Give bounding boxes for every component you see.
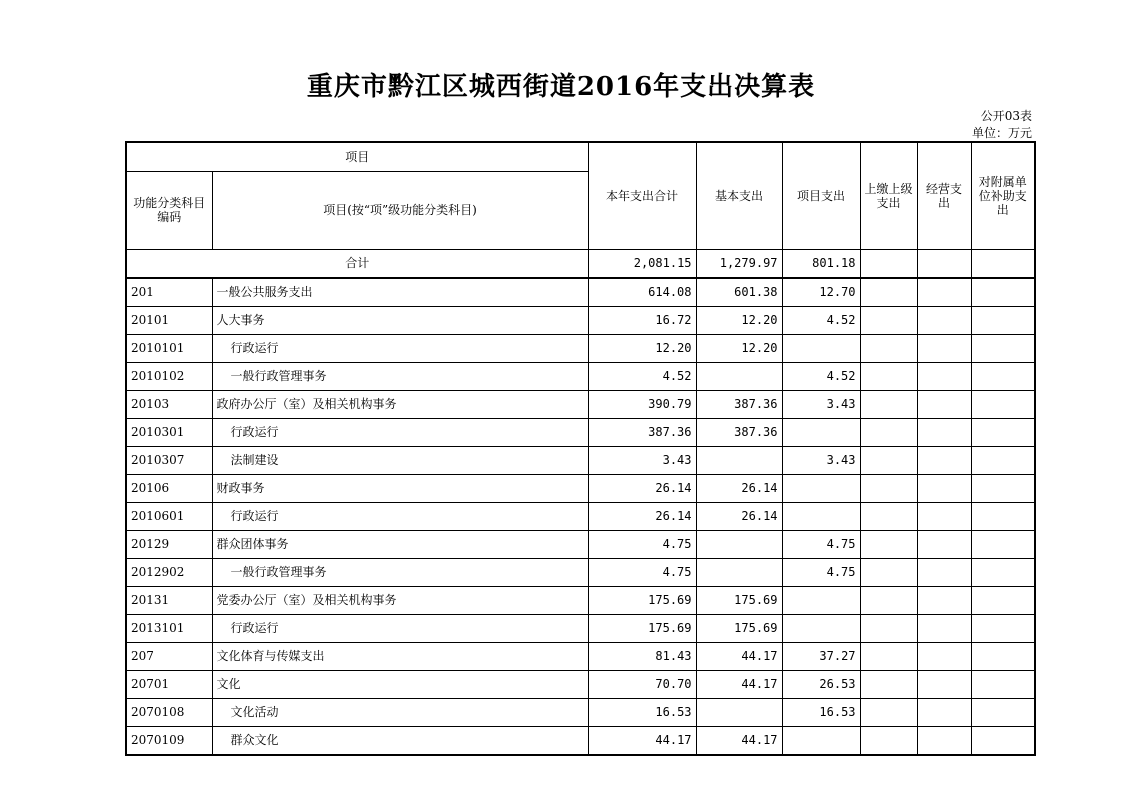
cell-upper (860, 446, 917, 474)
table-row (126, 530, 1035, 558)
cell-business (917, 446, 971, 474)
cell-total: 16.53 (588, 698, 696, 726)
header-item-name: 项目(按“项”级功能分类科目) (212, 171, 588, 249)
cell-code: 2010601 (126, 502, 212, 530)
cell-basic: 12.20 (696, 334, 782, 362)
cell-project: 12.70 (782, 278, 860, 307)
cell-subsidy (971, 698, 1035, 726)
cell-project (782, 586, 860, 614)
cell-total: 26.14 (588, 474, 696, 502)
cell-basic: 44.17 (696, 670, 782, 698)
cell-project: 3.43 (782, 446, 860, 474)
cell-basic: 12.20 (696, 306, 782, 334)
cell-basic (696, 558, 782, 586)
header-func-code: 功能分类科目编码 (126, 171, 212, 249)
cell-business (917, 474, 971, 502)
cell-code: 20701 (126, 670, 212, 698)
cell-basic (696, 362, 782, 390)
cell-total: 4.75 (588, 530, 696, 558)
cell-total: 387.36 (588, 418, 696, 446)
cell-subsidy (971, 558, 1035, 586)
cell-basic: 44.17 (696, 726, 782, 755)
cell-project: 4.52 (782, 362, 860, 390)
cell-business (917, 558, 971, 586)
cell-code: 20106 (126, 474, 212, 502)
table-row (126, 334, 1035, 362)
cell-subsidy (971, 306, 1035, 334)
cell-business (917, 390, 971, 418)
cell-code: 2010102 (126, 362, 212, 390)
cell-basic: 387.36 (696, 418, 782, 446)
cell-name: 文化活动 (212, 698, 588, 726)
cell-business (917, 642, 971, 670)
cell-business (917, 502, 971, 530)
cell-project: 3.43 (782, 390, 860, 418)
cell-business (917, 362, 971, 390)
cell-basic: 175.69 (696, 586, 782, 614)
cell-code: 20131 (126, 586, 212, 614)
cell-total: 16.72 (588, 306, 696, 334)
page-title: 重庆市黔江区城西街道2016年支出决算表 (306, 72, 816, 102)
table-row (126, 474, 1035, 502)
cell-upper (860, 418, 917, 446)
cell-name: 文化体育与传媒支出 (212, 642, 588, 670)
table-row (126, 614, 1035, 642)
header-upper: 上缴上级支出 (860, 142, 917, 249)
cell-name: 党委办公厅（室）及相关机构事务 (212, 586, 588, 614)
table-row (126, 558, 1035, 586)
cell-basic: 26.14 (696, 502, 782, 530)
total-basic: 1,279.97 (696, 249, 782, 278)
form-number: 公开03表 (980, 109, 1032, 123)
cell-upper (860, 726, 917, 755)
cell-basic (696, 446, 782, 474)
cell-project: 4.75 (782, 558, 860, 586)
header-subsidy: 对附属单位补助支出 (971, 142, 1035, 249)
cell-business (917, 334, 971, 362)
cell-code: 2010301 (126, 418, 212, 446)
cell-upper (860, 306, 917, 334)
cell-upper (860, 474, 917, 502)
cell-subsidy (971, 670, 1035, 698)
cell-subsidy (971, 586, 1035, 614)
table-row (126, 670, 1035, 698)
cell-total: 390.79 (588, 390, 696, 418)
cell-subsidy (971, 362, 1035, 390)
cell-code: 201 (126, 278, 212, 307)
cell-subsidy (971, 278, 1035, 307)
cell-total: 4.52 (588, 362, 696, 390)
cell-code: 2070108 (126, 698, 212, 726)
cell-name: 政府办公厅（室）及相关机构事务 (212, 390, 588, 418)
expenditure-table (125, 141, 1036, 756)
total-subsidy (971, 249, 1035, 278)
cell-business (917, 614, 971, 642)
header-project: 项目 (126, 142, 588, 171)
cell-code: 20101 (126, 306, 212, 334)
cell-subsidy (971, 530, 1035, 558)
cell-name: 人大事务 (212, 306, 588, 334)
cell-subsidy (971, 390, 1035, 418)
cell-total: 614.08 (588, 278, 696, 307)
cell-upper (860, 558, 917, 586)
cell-total: 26.14 (588, 502, 696, 530)
cell-project (782, 614, 860, 642)
total-label: 合计 (126, 249, 588, 278)
table-row (126, 698, 1035, 726)
cell-code: 2012902 (126, 558, 212, 586)
cell-name: 一般行政管理事务 (212, 558, 588, 586)
cell-code: 207 (126, 642, 212, 670)
header-total: 本年支出合计 (588, 142, 696, 249)
table-row (126, 278, 1035, 307)
cell-upper (860, 530, 917, 558)
table-row (126, 726, 1035, 755)
cell-name: 法制建设 (212, 446, 588, 474)
cell-upper (860, 502, 917, 530)
cell-total: 12.20 (588, 334, 696, 362)
cell-name: 行政运行 (212, 502, 588, 530)
cell-upper (860, 362, 917, 390)
cell-basic: 26.14 (696, 474, 782, 502)
cell-upper (860, 614, 917, 642)
cell-upper (860, 390, 917, 418)
cell-code: 2013101 (126, 614, 212, 642)
cell-project: 4.75 (782, 530, 860, 558)
cell-subsidy (971, 474, 1035, 502)
cell-name: 一般公共服务支出 (212, 278, 588, 307)
cell-basic: 601.38 (696, 278, 782, 307)
cell-code: 2010307 (126, 446, 212, 474)
cell-subsidy (971, 502, 1035, 530)
total-business (917, 249, 971, 278)
cell-name: 财政事务 (212, 474, 588, 502)
header-basic: 基本支出 (696, 142, 782, 249)
cell-total: 70.70 (588, 670, 696, 698)
table-row (126, 502, 1035, 530)
cell-name: 群众团体事务 (212, 530, 588, 558)
cell-basic (696, 698, 782, 726)
cell-name: 行政运行 (212, 334, 588, 362)
cell-project: 26.53 (782, 670, 860, 698)
cell-upper (860, 278, 917, 307)
table-row (126, 642, 1035, 670)
cell-upper (860, 334, 917, 362)
cell-business (917, 278, 971, 307)
cell-code: 2070109 (126, 726, 212, 755)
cell-upper (860, 586, 917, 614)
total-sum: 2,081.15 (588, 249, 696, 278)
table-row (126, 446, 1035, 474)
cell-project: 37.27 (782, 642, 860, 670)
cell-business (917, 418, 971, 446)
cell-name: 行政运行 (212, 614, 588, 642)
cell-business (917, 670, 971, 698)
header-project-expense: 项目支出 (782, 142, 860, 249)
cell-project: 16.53 (782, 698, 860, 726)
cell-basic: 44.17 (696, 642, 782, 670)
cell-upper (860, 670, 917, 698)
cell-business (917, 698, 971, 726)
cell-project (782, 334, 860, 362)
cell-subsidy (971, 334, 1035, 362)
table-row (126, 362, 1035, 390)
cell-total: 44.17 (588, 726, 696, 755)
cell-total: 175.69 (588, 614, 696, 642)
cell-business (917, 726, 971, 755)
cell-subsidy (971, 446, 1035, 474)
cell-subsidy (971, 614, 1035, 642)
cell-basic (696, 530, 782, 558)
cell-total: 4.75 (588, 558, 696, 586)
cell-upper (860, 642, 917, 670)
cell-business (917, 586, 971, 614)
cell-project (782, 418, 860, 446)
cell-name: 一般行政管理事务 (212, 362, 588, 390)
cell-business (917, 530, 971, 558)
cell-name: 文化 (212, 670, 588, 698)
cell-code: 20103 (126, 390, 212, 418)
cell-total: 175.69 (588, 586, 696, 614)
cell-project (782, 726, 860, 755)
cell-name: 群众文化 (212, 726, 588, 755)
cell-name: 行政运行 (212, 418, 588, 446)
table-row (126, 418, 1035, 446)
cell-project: 4.52 (782, 306, 860, 334)
cell-subsidy (971, 418, 1035, 446)
cell-project (782, 502, 860, 530)
total-upper (860, 249, 917, 278)
cell-upper (860, 698, 917, 726)
cell-subsidy (971, 642, 1035, 670)
header-business: 经营支出 (917, 142, 971, 249)
total-project: 801.18 (782, 249, 860, 278)
table-row (126, 390, 1035, 418)
cell-subsidy (971, 726, 1035, 755)
cell-project (782, 474, 860, 502)
cell-code: 20129 (126, 530, 212, 558)
cell-basic: 175.69 (696, 614, 782, 642)
cell-basic: 387.36 (696, 390, 782, 418)
cell-total: 3.43 (588, 446, 696, 474)
table-row (126, 586, 1035, 614)
cell-total: 81.43 (588, 642, 696, 670)
cell-code: 2010101 (126, 334, 212, 362)
cell-business (917, 306, 971, 334)
table-row (126, 306, 1035, 334)
unit-label: 单位：万元 (971, 126, 1032, 140)
